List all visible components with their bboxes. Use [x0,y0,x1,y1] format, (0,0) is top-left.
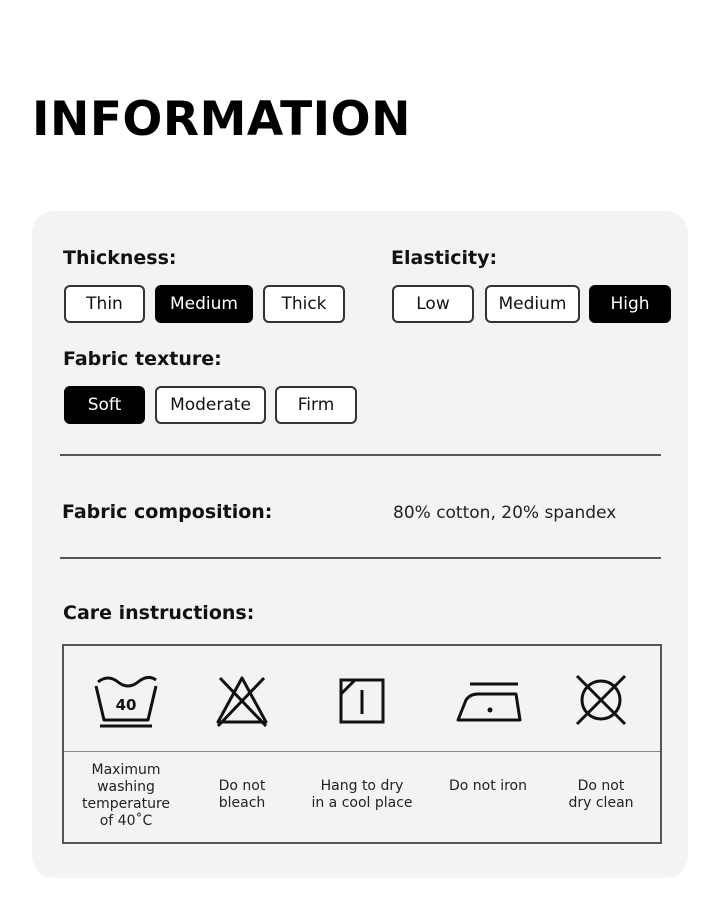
wash-temp-value: 40 [115,696,137,714]
thickness-option-medium[interactable]: Medium [155,285,253,323]
divider [60,557,661,559]
wash-40-icon [86,670,166,730]
elasticity-option-low[interactable]: Low [392,285,474,323]
care-instructions-label: Care instructions: [63,602,255,624]
thickness-option-thin[interactable]: Thin [64,285,145,323]
care-text-wash: Maximum washing temperature of 40˚C [82,762,170,829]
fabric-composition-value: 80% cotton, 20% spandex [393,503,617,523]
elasticity-option-high[interactable]: High [589,285,671,323]
care-table [62,644,662,844]
divider [60,454,661,456]
care-text-iron: Do not iron [449,778,527,794]
page-title: INFORMATION [32,92,411,147]
texture-option-moderate[interactable]: Moderate [155,386,266,424]
care-text-bleach: Do not bleach [218,778,266,811]
no-iron-icon [448,670,528,730]
elasticity-label: Elasticity: [391,247,498,269]
info-card [32,211,688,878]
care-table-divider [64,751,660,752]
no-dry-clean-icon [561,670,641,730]
elasticity-option-medium[interactable]: Medium [485,285,580,323]
fabric-texture-label: Fabric texture: [63,348,222,370]
no-bleach-icon [202,670,282,730]
texture-option-soft[interactable]: Soft [64,386,145,424]
care-text-dry-clean: Do not dry clean [568,778,634,811]
hang-dry-icon [322,670,402,730]
texture-option-firm[interactable]: Firm [275,386,357,424]
care-text-hang-dry: Hang to dry in a cool place [311,778,413,811]
fabric-composition-label: Fabric composition: [62,501,273,523]
thickness-option-thick[interactable]: Thick [263,285,345,323]
thickness-label: Thickness: [63,247,177,269]
